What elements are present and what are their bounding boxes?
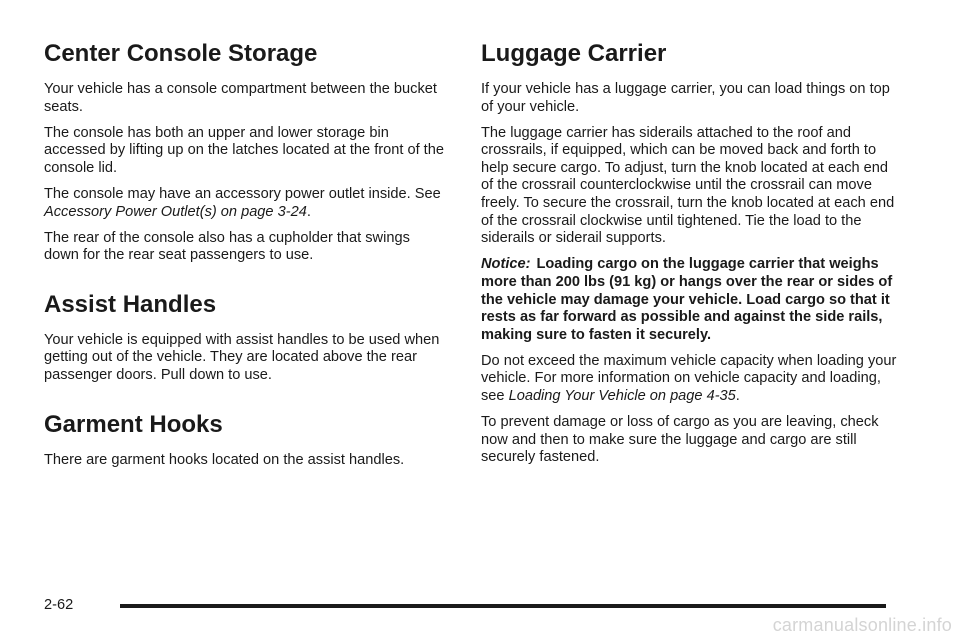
- footer-rule: [120, 604, 886, 608]
- console-paragraph-2: The console has both an upper and lower storage bin accessed by lifting up on the latches located at the front of the console lid.: [44, 124, 444, 176]
- page-number: 2-62: [44, 597, 74, 613]
- accessory-power-outlet-reference: Accessory Power Outlet(s) on page 3-24: [44, 203, 307, 220]
- luggage-paragraph-3: [481, 353, 901, 406]
- console-paragraph-4: The rear of the console also has a cupholder that swings down for the rear seat passengers to use.: [44, 229, 410, 264]
- luggage-paragraph-2: The luggage carrier has siderails attached to the roof and crossrails, if equipped, which can be moved back and forth to help secure cargo. To adjust, turn the knob located at each end of the crossrail counterclockwise until the crossrail can move freely. To secure the crossrail, turn the knob located at each end of the crossrail clockwise until tightened. Tie the load to the siderails or siderail supports.: [481, 124, 895, 247]
- luggage-paragraph-1: If your vehicle has a luggage carrier, you can load things on top of your vehicle.: [481, 81, 890, 115]
- luggage-notice: [481, 256, 901, 344]
- luggage-paragraph-3-text: Do not exceed the maximum vehicle capacity when loading your vehicle. For more information on vehicle capacity and loading, see: [481, 352, 897, 404]
- heading-luggage-carrier: Luggage Carrier: [481, 40, 667, 67]
- right-column: [481, 40, 901, 475]
- watermark: carmanualsonline.info: [772, 615, 952, 635]
- garment-paragraph-1: There are garment hooks located on the assist handles.: [44, 451, 405, 468]
- luggage-paragraph-4: To prevent damage or loss of cargo as you are leaving, check now and then to make sure the luggage and cargo are still securely fastened.: [481, 414, 879, 466]
- heading-assist-handles: Assist Handles: [44, 290, 217, 318]
- left-column: [44, 40, 444, 478]
- loading-your-vehicle-reference: Loading Your Vehicle on page 4-35: [508, 388, 736, 404]
- console-paragraph-1: Your vehicle has a console compartment between the bucket seats.: [44, 81, 437, 115]
- console-paragraph-3: [44, 186, 444, 221]
- heading-garment-hooks: Garment Hooks: [44, 410, 223, 438]
- console-paragraph-3-text: The console may have an accessory power outlet inside. See: [44, 185, 441, 202]
- heading-center-console-storage: Center Console Storage: [44, 40, 318, 67]
- assist-paragraph-1: Your vehicle is equipped with assist handles to be used when getting out of the vehicle. They are located above the rear passenger doors. Pull down to use.: [44, 331, 440, 384]
- console-paragraph-3-end: .: [306, 203, 311, 220]
- luggage-paragraph-3-end: .: [735, 388, 740, 404]
- notice-label: Notice:: [481, 256, 531, 273]
- notice-text: Loading cargo on the luggage carrier that weighs more than 200 lbs (91 kg) or hangs over the rear or sides of the vehicle may damage your vehicle. Load cargo so that it rests as far forward as possible and against the side rails, making sure to fasten it securely.: [481, 256, 893, 343]
